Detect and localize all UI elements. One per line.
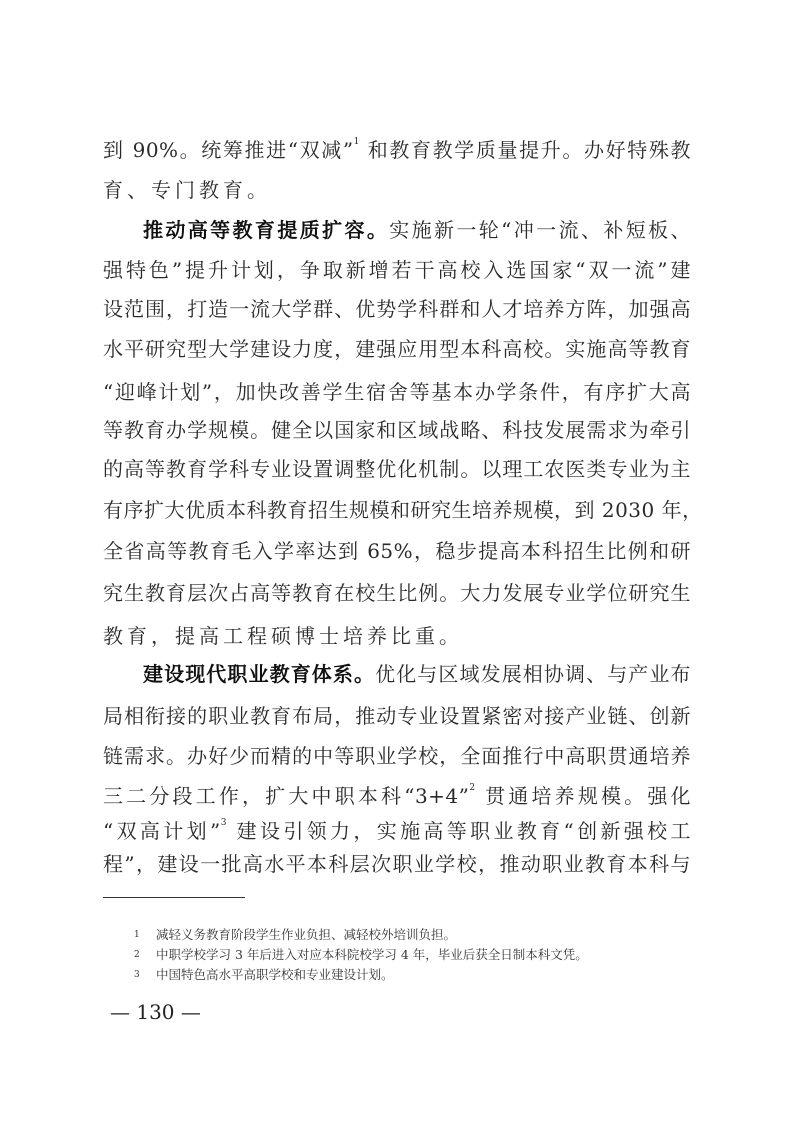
text-line: 有序扩大优质本科教育招生规模和研究生培养规模，到 2030 年， <box>103 498 703 522</box>
text: “双高计划” <box>103 819 221 843</box>
footnote-ref[interactable]: 3 <box>220 818 227 828</box>
text-line <box>103 816 691 846</box>
page-number: — 130 — <box>110 1000 201 1024</box>
footnote-number: 1 <box>134 930 140 940</box>
text-line: 局相衔接的职业教育布局，推动专业设置紧密对接产业链、创新 <box>103 704 691 728</box>
text: 建设引领力，实施高等职业教育“创新强校工 <box>226 819 691 843</box>
text: 到 90%。统筹推进“双减” <box>103 138 354 162</box>
footnote <box>134 927 456 943</box>
paragraph-heading: 推动高等教育提质扩容。 <box>143 218 390 242</box>
text-line: 强特色”提升计划，争取新增若干高校入选国家“双一流”建 <box>103 258 691 282</box>
text-line: 全省高等教育毛入学率达到 65%，稳步提高本科招生比例和研 <box>103 539 691 563</box>
text-line: 教育，提高工程硕博士培养比重。 <box>103 624 463 648</box>
text-line: 链需求。办好少而精的中等职业学校，全面推行中高职贯通培养 <box>103 744 691 768</box>
text-line: 究生教育层次占高等教育在校生比例。大力发展专业学位研究生 <box>103 581 691 605</box>
text-line: 水平研究型大学建设力度，建强应用型本科高校。实施高等教育 <box>103 337 691 361</box>
text-line: 育、专门教育。 <box>103 178 271 202</box>
text-line <box>143 215 691 245</box>
text-line: 等教育办学规模。健全以国家和区域战略、科技发展需求为牵引 <box>103 418 691 442</box>
footnote <box>134 947 588 963</box>
text: 三二分段工作，扩大中职本科“3+4” <box>103 784 470 808</box>
text: 贯通培养规模。强化 <box>475 784 692 808</box>
footnote-divider <box>103 897 245 898</box>
text-line: “迎峰计划”，加快改善学生宿舍等基本办学条件，有序扩大高 <box>103 380 691 404</box>
text-line <box>143 659 691 689</box>
footnote-number: 2 <box>134 950 140 960</box>
footnote-number: 3 <box>134 970 140 980</box>
text: 优化与区域发展相协调、与产业布 <box>375 662 692 686</box>
footnote <box>134 967 394 983</box>
text: 实施新一轮“冲一流、补短板、 <box>389 218 691 242</box>
text-line: 程”，建设一批高水平本科层次职业学校，推动职业教育本科与 <box>103 852 691 876</box>
text-line <box>103 135 691 165</box>
footnote-text: 中职学校学习 3 年后进入对应本科院校学习 4 年，毕业后获全日制本科文凭。 <box>156 947 588 962</box>
text-line: 设范围，打造一流大学群、优势学科群和人才培养方阵，加强高 <box>103 297 691 321</box>
text-line <box>103 781 691 811</box>
footnote-text: 中国特色高水平高职学校和专业建设计划。 <box>156 967 394 982</box>
text: 和教育教学质量提升。办好特殊教 <box>359 138 691 162</box>
footnote-text: 减轻义务教育阶段学生作业负担、减轻校外培训负担。 <box>156 927 457 942</box>
paragraph-heading: 建设现代职业教育体系。 <box>143 662 376 686</box>
footnote-ref[interactable]: 2 <box>469 783 476 793</box>
footnote-ref[interactable]: 1 <box>353 137 360 147</box>
text-line: 的高等教育学科专业设置调整优化机制。以理工农医类专业为主 <box>103 457 691 481</box>
